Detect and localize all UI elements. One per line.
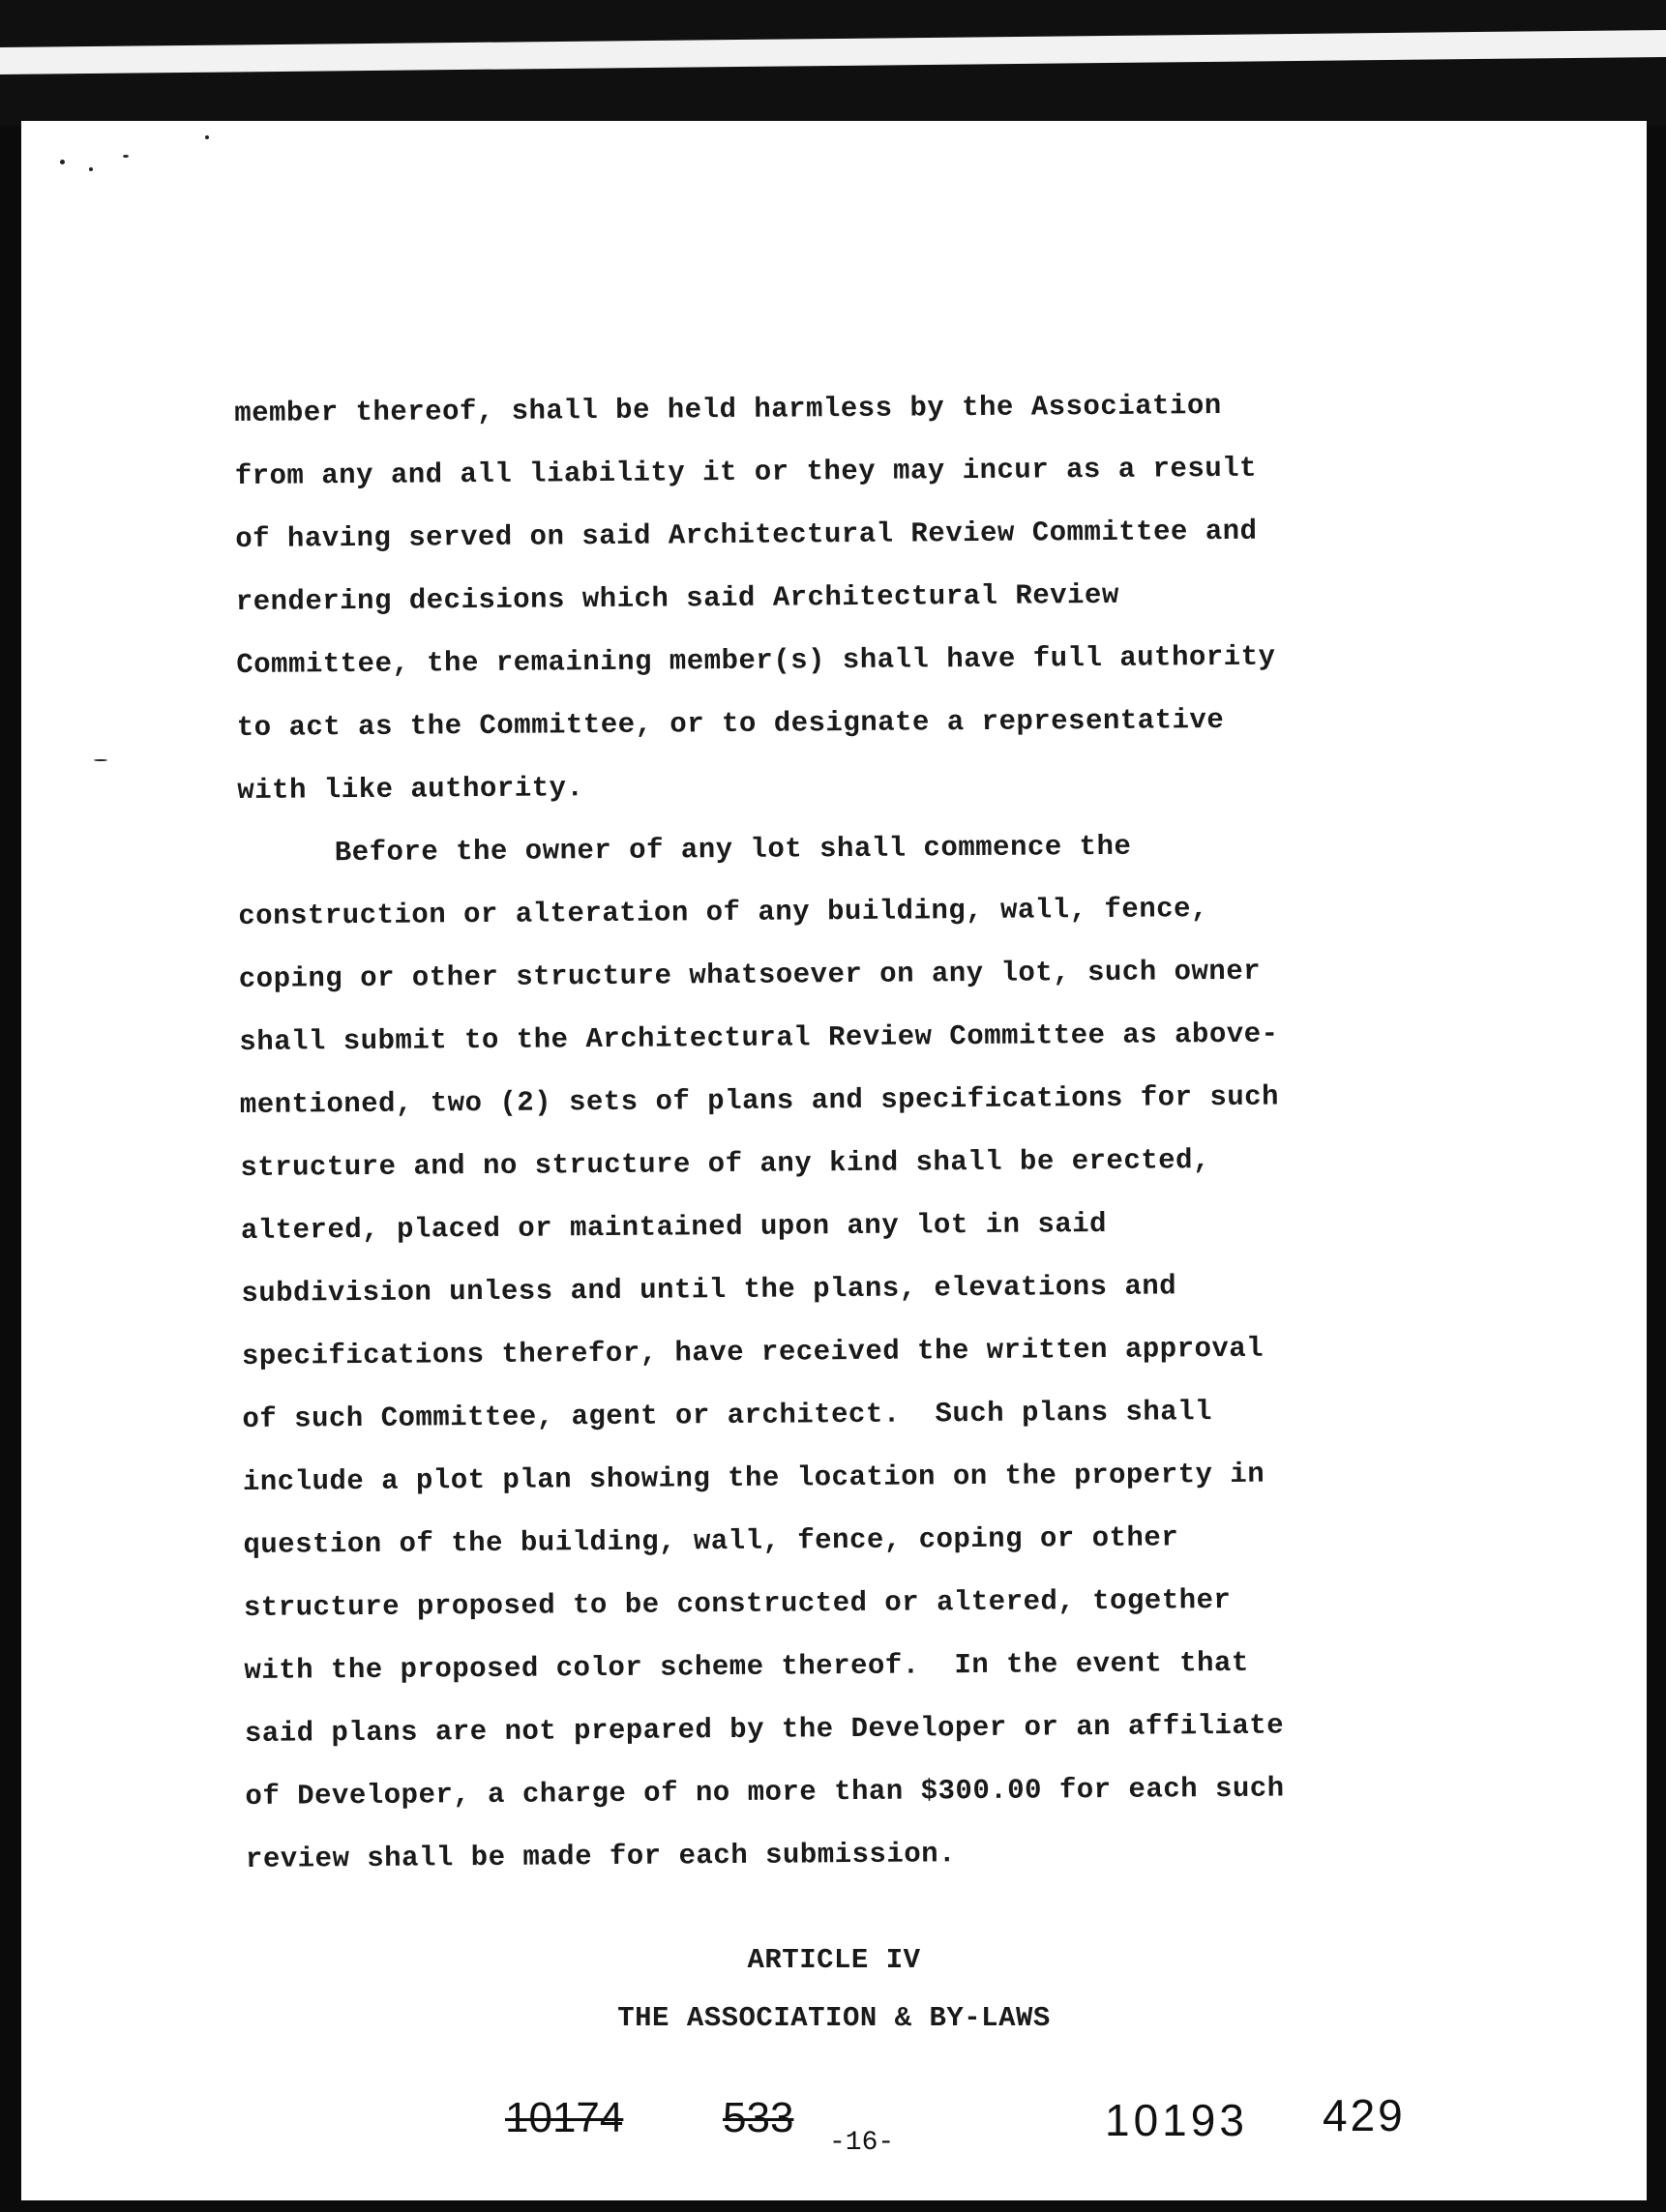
text-line: with like authority. — [237, 772, 584, 807]
text-line: of Developer, a charge of no more than $300.00 for each such — [245, 1772, 1285, 1813]
text-line: of such Committee, agent or architect. Such plans shall — [242, 1396, 1213, 1435]
document-page — [21, 121, 1647, 2200]
article-heading: ARTICLE IV — [747, 1944, 921, 1976]
text-line: rendering decisions which said Architectural Review — [235, 578, 1119, 618]
scan-speck — [123, 155, 129, 158]
text-line: to act as the Committee, or to designate a representative — [236, 703, 1225, 744]
text-line: Committee, the remaining member(s) shall have full authority — [236, 640, 1276, 681]
text-line: from any and all liability it or they may incur as a result — [234, 452, 1258, 492]
recording-page-number: 429 — [1323, 2090, 1406, 2140]
struck-page-number: 533 — [723, 2094, 794, 2141]
struck-number: 10174 — [505, 2094, 624, 2141]
article-title: THE ASSOCIATION & BY-LAWS — [617, 2002, 1051, 2034]
text-line: subdivision unless and until the plans, elevations and — [241, 1270, 1177, 1310]
text-line: altered, placed or maintained upon any lot in said — [240, 1207, 1108, 1247]
text-line: construction or alteration of any building, wall, fence, — [238, 893, 1209, 932]
text-line: member thereof, shall be held harmless by the Association — [234, 389, 1222, 429]
page-number: -16- — [829, 2128, 895, 2158]
scan-speck — [60, 160, 65, 164]
text-line: with the proposed color scheme thereof. In the event that — [244, 1646, 1249, 1687]
text-line: structure and no structure of any kind shall be erected, — [240, 1144, 1211, 1184]
text-line: structure proposed to be constructed or altered, together — [243, 1583, 1232, 1624]
text-line: said plans are not prepared by the Developer or an affiliate — [244, 1709, 1285, 1750]
text-line: mentioned, two (2) sets of plans and specifications for such — [239, 1080, 1280, 1121]
text-line: of having served on said Architectural Review Committee and — [235, 515, 1258, 555]
scan-speck — [89, 167, 93, 171]
text-line: coping or other structure whatsoever on any lot, such owner — [238, 955, 1262, 995]
text-line: shall submit to the Architectural Review Committee as above- — [239, 1018, 1279, 1058]
text-line: include a plot plan showing the location on the property in — [242, 1458, 1265, 1498]
text-line: specifications therefor, have received the written approval — [241, 1332, 1264, 1372]
scan-speck — [94, 759, 107, 761]
body-text — [234, 372, 1436, 1891]
scan-speck — [205, 135, 209, 139]
text-line: question of the building, wall, fence, coping or other — [243, 1521, 1179, 1561]
text-line: review shall be made for each submission. — [245, 1838, 957, 1875]
text-line: Before the owner of any lot shall commence the — [334, 830, 1132, 870]
recording-book-number: 10193 — [1105, 2095, 1248, 2145]
